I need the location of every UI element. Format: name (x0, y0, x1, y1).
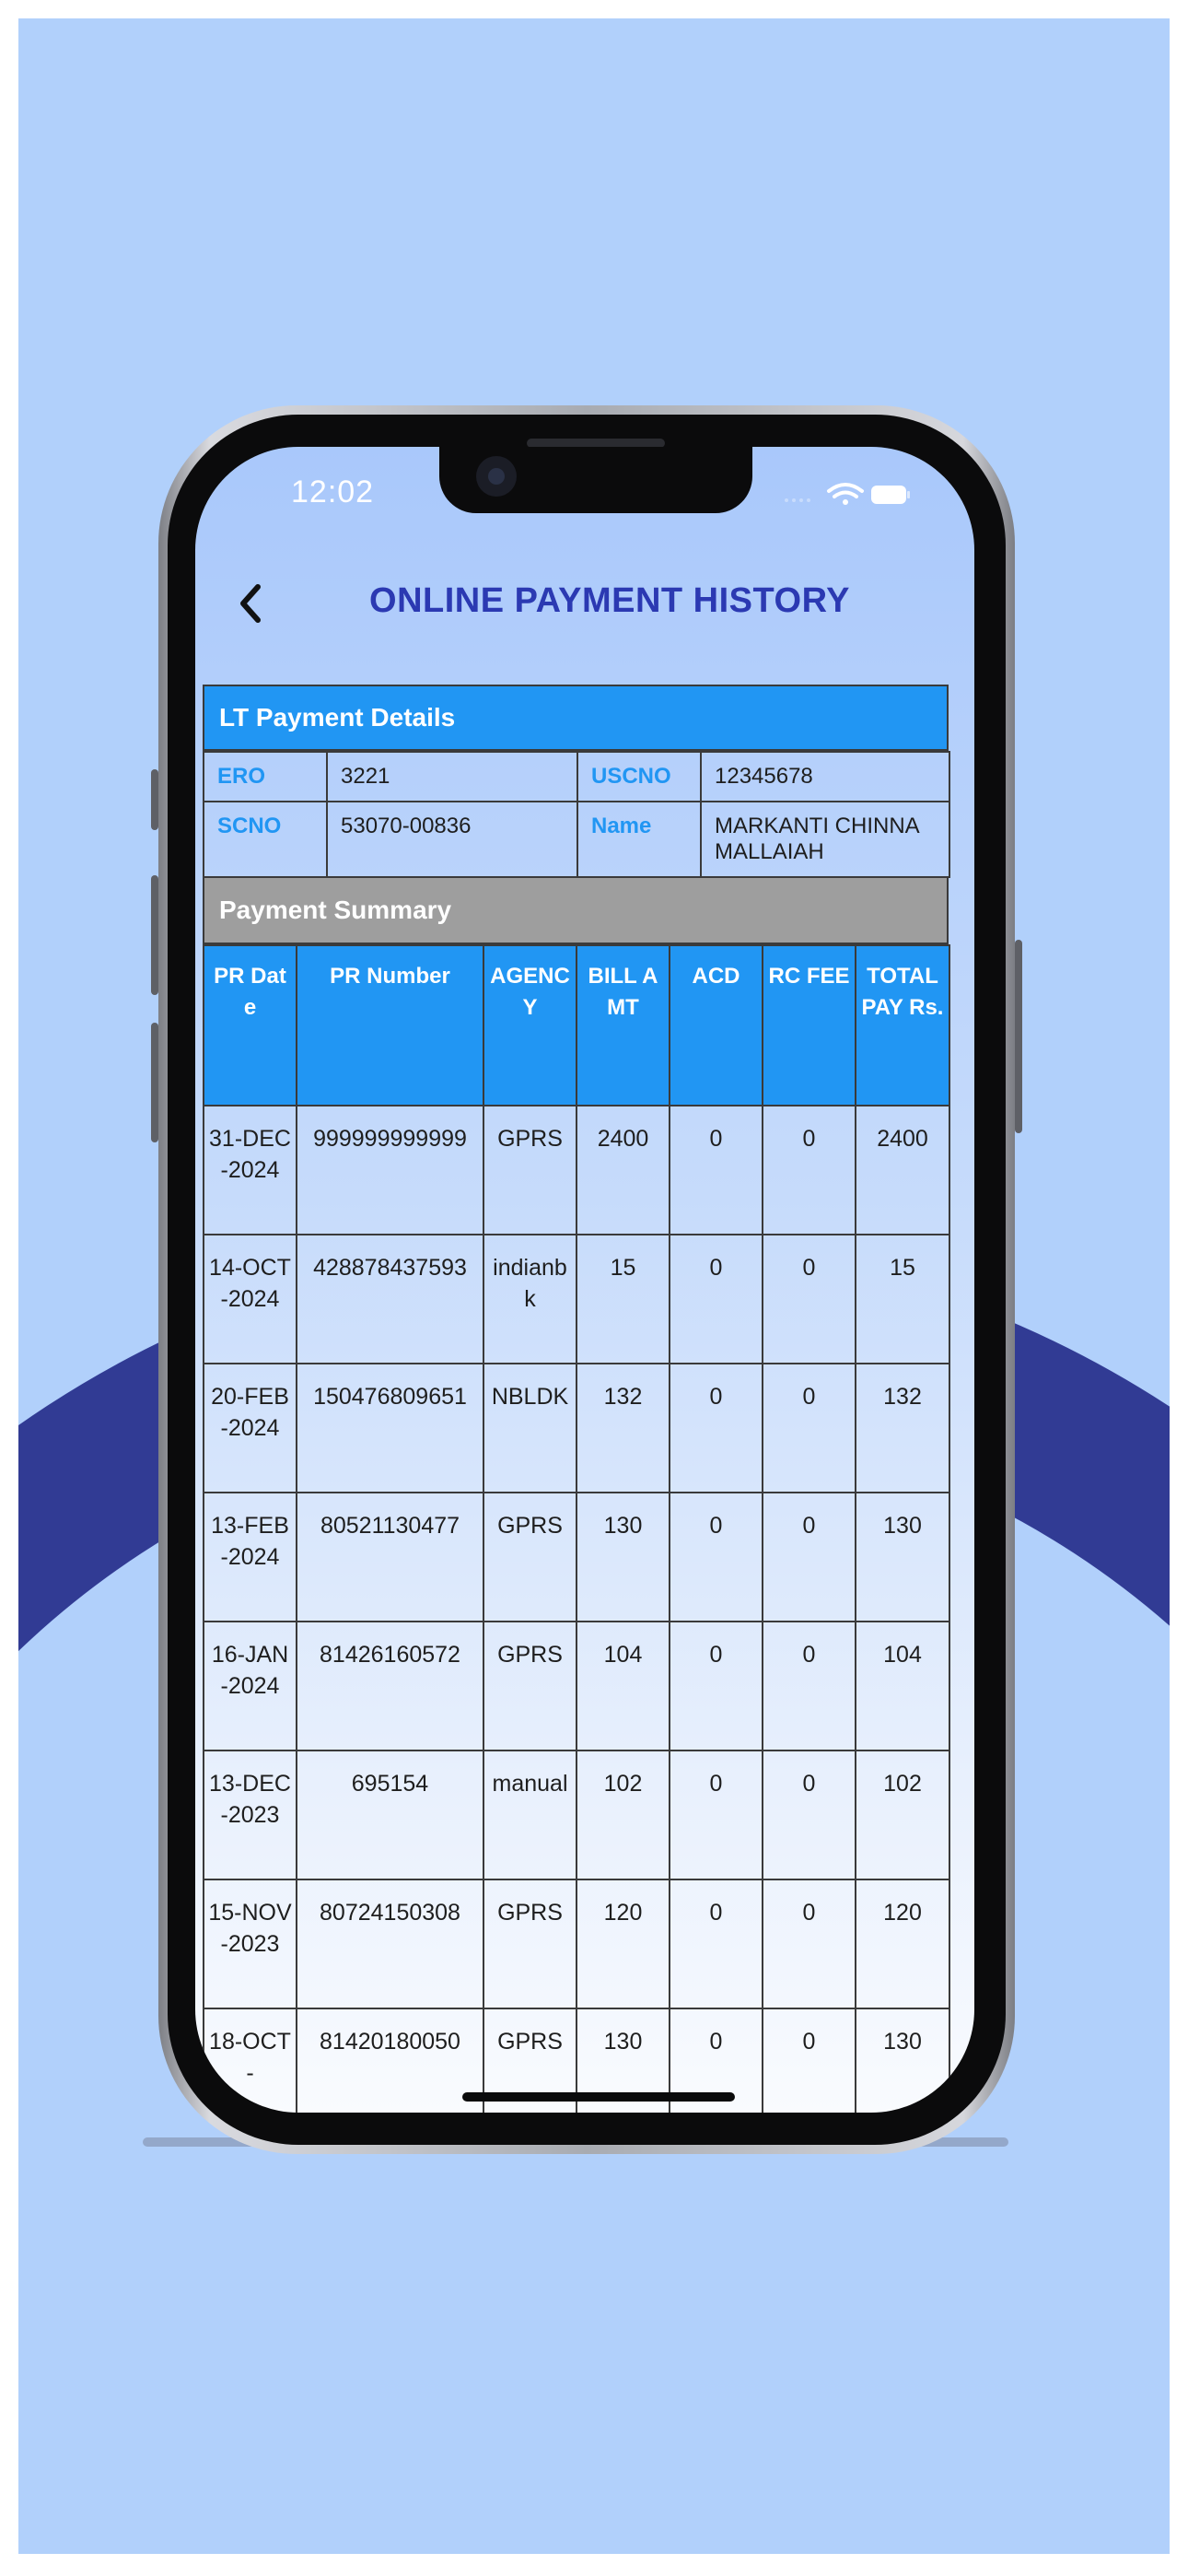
ero-label: ERO (204, 752, 327, 802)
name-label: Name (577, 802, 701, 877)
cell-pr-number: 150476809651 (297, 1364, 483, 1493)
cell-acd: 0 (670, 1879, 763, 2008)
col-acd: ACD (670, 945, 763, 1106)
payment-header-row (204, 945, 949, 1106)
cell-bill-amt: 15 (577, 1235, 670, 1364)
lt-details-header: LT Payment Details (203, 685, 949, 751)
cell-acd: 0 (670, 1493, 763, 1622)
cell-pr-date: 15-NOV-2023 (204, 1879, 297, 2008)
cell-acd: 0 (670, 1106, 763, 1235)
cell-pr-date: 16-JAN-2024 (204, 1622, 297, 1751)
cell-pr-number: 80521130477 (297, 1493, 483, 1622)
cell-bill-amt: 130 (577, 2008, 670, 2113)
cell-pr-number: 80724150308 (297, 1879, 483, 2008)
col-agency: AGENCY (483, 945, 577, 1106)
content-area (203, 685, 949, 2113)
cell-rc-fee: 0 (763, 1622, 856, 1751)
payment-row (204, 1751, 949, 1879)
cell-total-pay: 132 (856, 1364, 949, 1493)
cell-bill-amt: 104 (577, 1622, 670, 1751)
cell-pr-date: 14-OCT-2024 (204, 1235, 297, 1364)
scno-label: SCNO (204, 802, 327, 877)
payment-row (204, 1493, 949, 1622)
chevron-left-icon (234, 581, 267, 626)
payment-summary-header: Payment Summary (203, 878, 949, 944)
cell-total-pay: 15 (856, 1235, 949, 1364)
camera-icon (476, 456, 517, 497)
cell-pr-date: 18-OCT- (204, 2008, 297, 2113)
lt-row (204, 802, 949, 877)
col-pr-date: PR Date (204, 945, 297, 1106)
mute-switch (151, 769, 158, 830)
page-title: ONLINE PAYMENT HISTORY (369, 581, 850, 620)
cell-bill-amt: 130 (577, 1493, 670, 1622)
wifi-icon (829, 485, 862, 505)
payment-summary-table (203, 944, 950, 2113)
cell-bill-amt: 120 (577, 1879, 670, 2008)
cell-pr-number: 81426160572 (297, 1622, 483, 1751)
cell-pr-number: 428878437593 (297, 1235, 483, 1364)
back-button[interactable] (223, 576, 278, 631)
cell-pr-date: 13-DEC-2023 (204, 1751, 297, 1879)
payment-row (204, 1235, 949, 1364)
lt-row (204, 752, 949, 802)
status-icons (781, 480, 910, 508)
cell-total-pay: 130 (856, 1493, 949, 1622)
cell-bill-amt: 102 (577, 1751, 670, 1879)
cell-rc-fee: 0 (763, 1493, 856, 1622)
ero-value: 3221 (327, 752, 577, 802)
col-bill-amt: BILL AMT (577, 945, 670, 1106)
cell-rc-fee: 0 (763, 1751, 856, 1879)
status-time: 12:02 (291, 474, 375, 509)
cell-acd: 0 (670, 2008, 763, 2113)
cell-rc-fee: 0 (763, 1235, 856, 1364)
uscno-label: USCNO (577, 752, 701, 802)
cell-agency: indianbk (483, 1235, 577, 1364)
cell-acd: 0 (670, 1235, 763, 1364)
payment-row (204, 1106, 949, 1235)
cell-total-pay: 120 (856, 1879, 949, 2008)
col-pr-number: PR Number (297, 945, 483, 1106)
cell-bill-amt: 132 (577, 1364, 670, 1493)
cell-rc-fee: 0 (763, 1879, 856, 2008)
volume-down-button (151, 1023, 158, 1142)
power-button (1015, 940, 1022, 1133)
signal-icon (785, 498, 810, 502)
payment-row (204, 1879, 949, 2008)
payment-row (204, 1364, 949, 1493)
col-total-pay: TOTAL PAY Rs. (856, 945, 949, 1106)
cell-pr-date: 13-FEB-2024 (204, 1493, 297, 1622)
cell-pr-date: 31-DEC-2024 (204, 1106, 297, 1235)
cell-pr-number: 81420180050 (297, 2008, 483, 2113)
lt-details-table (203, 751, 950, 878)
uscno-value: 12345678 (701, 752, 949, 802)
cell-agency: manual (483, 1751, 577, 1879)
cell-agency: NBLDK (483, 1364, 577, 1493)
cell-rc-fee: 0 (763, 2008, 856, 2113)
cell-pr-number: 695154 (297, 1751, 483, 1879)
cell-pr-date: 20-FEB-2024 (204, 1364, 297, 1493)
cell-rc-fee: 0 (763, 1106, 856, 1235)
col-rc-fee: RC FEE (763, 945, 856, 1106)
name-value: MARKANTI CHINNA MALLAIAH (701, 802, 949, 877)
volume-up-button (151, 875, 158, 995)
cell-agency: GPRS (483, 1106, 577, 1235)
cell-pr-number: 999999999999 (297, 1106, 483, 1235)
cell-agency: GPRS (483, 2008, 577, 2113)
cell-total-pay: 2400 (856, 1106, 949, 1235)
cell-bill-amt: 2400 (577, 1106, 670, 1235)
battery-icon (871, 486, 910, 504)
cell-rc-fee: 0 (763, 1364, 856, 1493)
cell-agency: GPRS (483, 1879, 577, 2008)
cell-agency: GPRS (483, 1493, 577, 1622)
scno-value: 53070-00836 (327, 802, 577, 877)
cell-total-pay: 130 (856, 2008, 949, 2113)
cell-acd: 0 (670, 1622, 763, 1751)
cell-acd: 0 (670, 1364, 763, 1493)
cell-total-pay: 104 (856, 1622, 949, 1751)
payment-row (204, 1622, 949, 1751)
app-screen (195, 447, 974, 2113)
home-indicator[interactable] (462, 2092, 735, 2102)
cell-acd: 0 (670, 1751, 763, 1879)
notch (439, 447, 752, 513)
cell-total-pay: 102 (856, 1751, 949, 1879)
cell-agency: GPRS (483, 1622, 577, 1751)
